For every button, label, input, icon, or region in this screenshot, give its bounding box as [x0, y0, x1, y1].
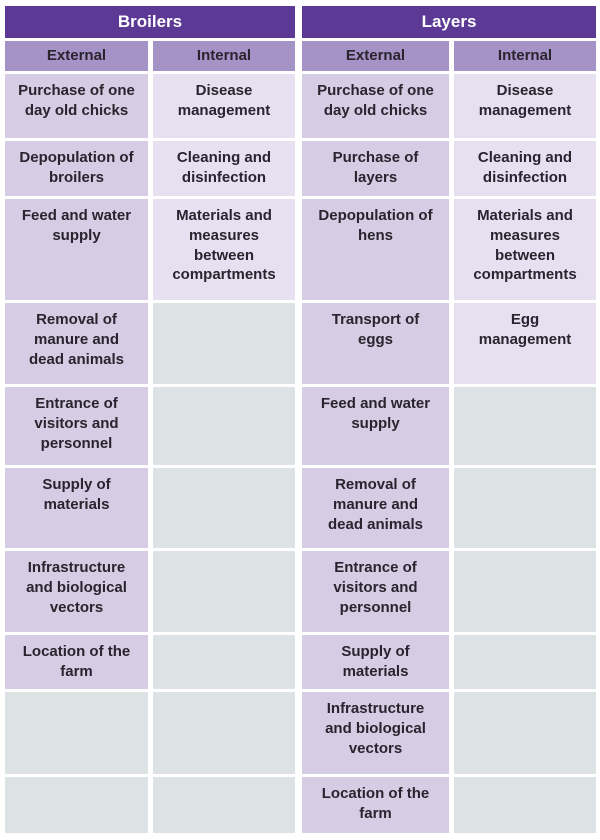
cell-broilers-internal: Materials and measures between compartments — [153, 199, 295, 300]
cell-broilers-internal: Disease management — [153, 74, 295, 138]
table-row — [5, 635, 596, 689]
group-header-row — [5, 6, 596, 38]
table-row — [5, 468, 596, 548]
cell-broilers-internal-empty — [153, 777, 295, 833]
cell-broilers-external: Purchase of one day old chicks — [5, 74, 148, 138]
cell-broilers-external: Infrastructure and biological vectors — [5, 551, 148, 632]
cell-broilers-internal-empty — [153, 468, 295, 548]
cell-layers-external: Infrastructure and biological vectors — [302, 692, 449, 774]
cell-broilers-internal-empty — [153, 635, 295, 689]
cell-broilers-external: Depopulation of broilers — [5, 141, 148, 196]
cell-broilers-external: Location of the farm — [5, 635, 148, 689]
cell-layers-external: Depopulation of hens — [302, 199, 449, 300]
cell-broilers-external: Entrance of visitors and personnel — [5, 387, 148, 465]
table-row — [5, 692, 596, 774]
table-row — [5, 199, 596, 300]
cell-layers-internal-empty — [454, 387, 596, 465]
cell-layers-external: Supply of materials — [302, 635, 449, 689]
table-row — [5, 141, 596, 196]
cell-layers-internal: Materials and measures between compartments — [454, 199, 596, 300]
cell-layers-external: Removal of manure and dead animals — [302, 468, 449, 548]
cell-layers-external: Transport of eggs — [302, 303, 449, 384]
column-header-row — [5, 41, 596, 71]
cell-layers-internal-empty — [454, 692, 596, 774]
cell-broilers-internal-empty — [153, 692, 295, 774]
column-header-broilers-internal: Internal — [153, 41, 295, 71]
column-header-broilers-external: External — [5, 41, 148, 71]
cell-broilers-internal: Cleaning and disinfection — [153, 141, 295, 196]
cell-layers-internal-empty — [454, 468, 596, 548]
cell-layers-external: Entrance of visitors and personnel — [302, 551, 449, 632]
group-header-layers: Layers — [302, 6, 596, 38]
group-header-broilers: Broilers — [5, 6, 295, 38]
table-row — [5, 303, 596, 384]
cell-broilers-internal-empty — [153, 551, 295, 632]
cell-broilers-external: Removal of manure and dead animals — [5, 303, 148, 384]
cell-layers-internal-empty — [454, 777, 596, 833]
table-row — [5, 777, 596, 833]
cell-broilers-external: Feed and water supply — [5, 199, 148, 300]
cell-layers-internal-empty — [454, 551, 596, 632]
cell-layers-external: Feed and water supply — [302, 387, 449, 465]
column-header-layers-external: External — [302, 41, 449, 71]
cell-broilers-external-empty — [5, 777, 148, 833]
cell-layers-external: Location of the farm — [302, 777, 449, 833]
cell-broilers-internal-empty — [153, 303, 295, 384]
column-header-layers-internal: Internal — [454, 41, 596, 71]
cell-layers-internal: Egg management — [454, 303, 596, 384]
cell-layers-external: Purchase of one day old chicks — [302, 74, 449, 138]
cell-layers-internal: Disease management — [454, 74, 596, 138]
table-row — [5, 74, 596, 138]
table-row — [5, 387, 596, 465]
cell-layers-internal: Cleaning and disinfection — [454, 141, 596, 196]
cell-broilers-external: Supply of materials — [5, 468, 148, 548]
cell-broilers-internal-empty — [153, 387, 295, 465]
table-row — [5, 551, 596, 632]
cell-layers-external: Purchase of layers — [302, 141, 449, 196]
cell-layers-internal-empty — [454, 635, 596, 689]
cell-broilers-external-empty — [5, 692, 148, 774]
